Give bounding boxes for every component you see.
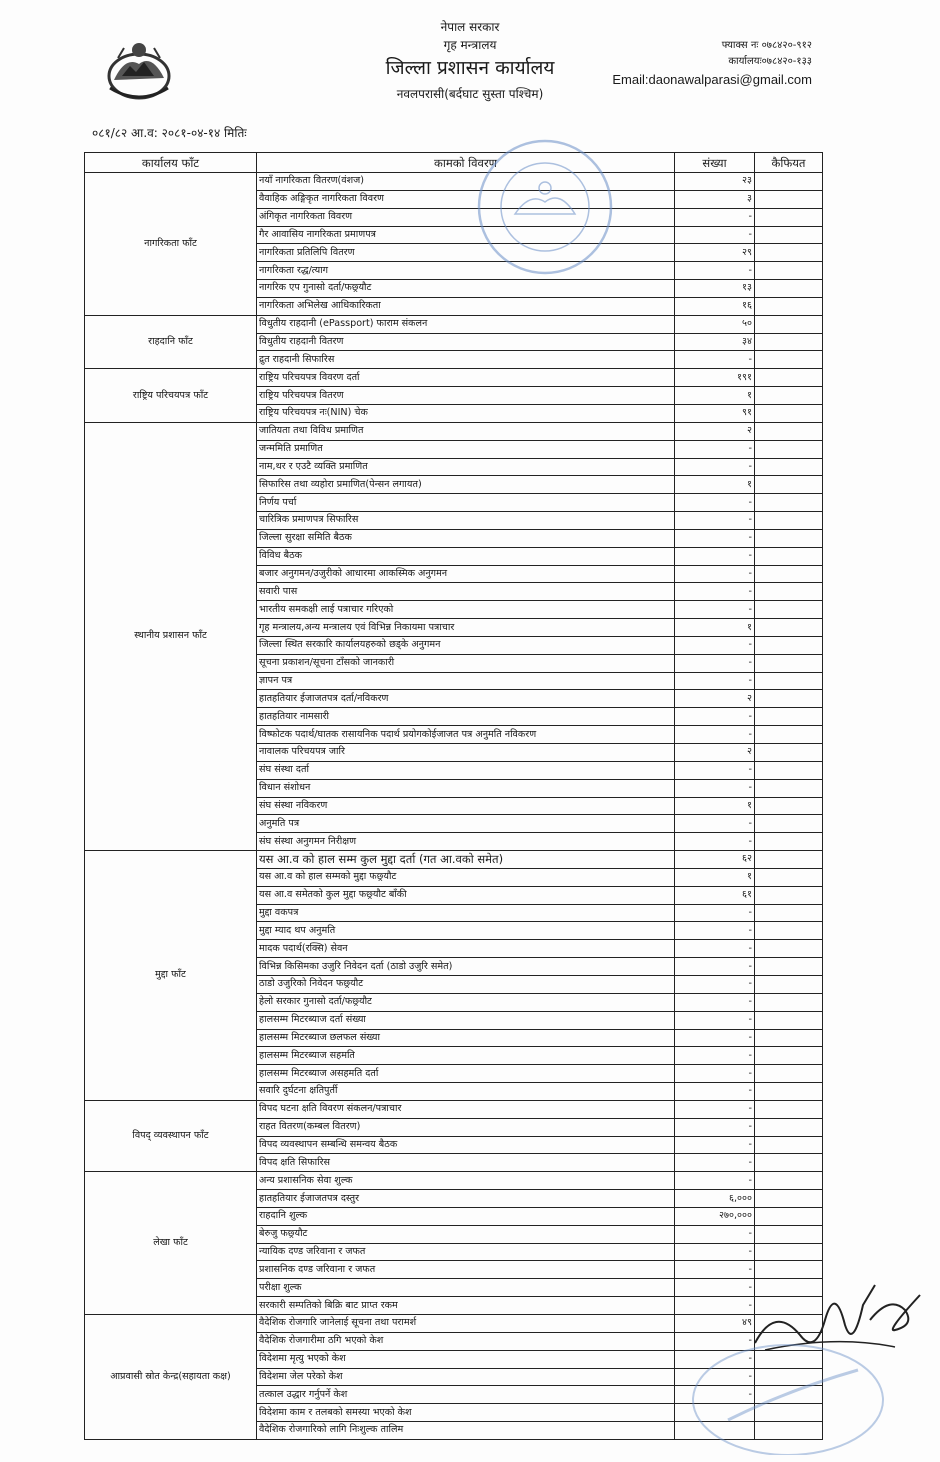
- count-cell: -: [675, 708, 755, 726]
- table-row: [85, 369, 823, 387]
- remarks-cell: [755, 672, 823, 690]
- table-body: [85, 173, 823, 1440]
- count-cell: -: [675, 1350, 755, 1368]
- count-cell: ६१: [675, 886, 755, 904]
- remarks-cell: [755, 851, 823, 869]
- description-cell: हालसम्म मिटरब्याज असहमति दर्ता: [257, 1065, 675, 1083]
- section-name-cell: स्थानीय प्रशासन फाँट: [85, 422, 257, 850]
- remarks-cell: [755, 1100, 823, 1118]
- description-cell: विधान संशोधन: [257, 779, 675, 797]
- description-cell: हातहतियार नामसारी: [257, 708, 675, 726]
- count-cell: -: [675, 1279, 755, 1297]
- description-cell: राष्ट्रिय परिचयपत्र विवरण दर्ता: [257, 369, 675, 387]
- remarks-cell: [755, 1207, 823, 1225]
- description-cell: विधुतीय राहदानी (ePassport) फाराम संकलन: [257, 315, 675, 333]
- description-cell: विधुतीय राहदानी वितरण: [257, 333, 675, 351]
- remarks-cell: [755, 1243, 823, 1261]
- remarks-cell: [755, 797, 823, 815]
- count-cell: -: [675, 833, 755, 851]
- count-cell: -: [675, 815, 755, 833]
- description-cell: सवारी पास: [257, 583, 675, 601]
- description-cell: विपद क्षति सिफारिस: [257, 1154, 675, 1172]
- remarks-cell: [755, 404, 823, 422]
- description-cell: अन्य प्रशासनिक सेवा शुल्क: [257, 1172, 675, 1190]
- ministry-name: गृह मन्त्रालय: [443, 38, 497, 52]
- count-cell: २: [675, 690, 755, 708]
- count-cell: -: [675, 583, 755, 601]
- work-summary-table: [84, 152, 823, 1440]
- received-stamp: [688, 1330, 888, 1455]
- count-cell: -: [675, 904, 755, 922]
- section-name-cell: लेखा फाँट: [85, 1172, 257, 1315]
- count-cell: -: [675, 1065, 755, 1083]
- remarks-cell: [755, 1047, 823, 1065]
- remarks-cell: [755, 565, 823, 583]
- remarks-cell: [755, 922, 823, 940]
- section-name-cell: राष्ट्रिय परिचयपत्र फाँट: [85, 369, 257, 423]
- remarks-cell: [755, 1118, 823, 1136]
- remarks-cell: [755, 440, 823, 458]
- remarks-cell: [755, 333, 823, 351]
- count-cell: -: [675, 940, 755, 958]
- column-header-section: कार्यालय फाँट: [85, 153, 257, 173]
- office-seal-stamp: [470, 132, 620, 282]
- remarks-cell: [755, 297, 823, 315]
- count-cell: -: [675, 1297, 755, 1315]
- remarks-cell: [755, 422, 823, 440]
- description-cell: अंगिकृत नागरिकता विवरण: [257, 208, 675, 226]
- remarks-cell: [755, 208, 823, 226]
- count-cell: -: [675, 726, 755, 744]
- description-cell: हालसम्म मिटरब्याज सहमति: [257, 1047, 675, 1065]
- remarks-cell: [755, 280, 823, 298]
- description-cell: हातहतियार ईजाजतपत्र दर्ता/नविकरण: [257, 690, 675, 708]
- column-header-count: संख्या: [675, 153, 755, 173]
- remarks-cell: [755, 173, 823, 191]
- description-cell: हालसम्म मिटरब्याज दर्ता संख्या: [257, 1011, 675, 1029]
- remarks-cell: [755, 458, 823, 476]
- count-cell: १: [675, 387, 755, 405]
- column-header-description: कामको विवरण: [257, 153, 675, 173]
- description-cell: सिफारिस तथा व्यहोरा प्रमाणित(पेन्सन लगायत): [257, 476, 675, 494]
- count-cell: -: [675, 1386, 755, 1404]
- description-cell: चारित्रिक प्रमाणपत्र सिफारिस: [257, 512, 675, 530]
- count-cell: -: [675, 975, 755, 993]
- section-name-cell: मुद्दा फाँट: [85, 851, 257, 1101]
- remarks-cell: [755, 833, 823, 851]
- district-name: नवलपरासी(बर्दघाट सुस्ता पश्चिम): [396, 87, 544, 101]
- description-cell: संघ संस्था दर्ता: [257, 761, 675, 779]
- description-cell: राष्ट्रिय परिचयपत्र नः(NIN) चेक: [257, 404, 675, 422]
- table-row: [85, 1172, 823, 1190]
- description-cell: विपद व्यवस्थापन सम्बन्धि समन्वय बैठक: [257, 1136, 675, 1154]
- description-cell: भारतीय समकक्षी लाई पत्राचार गरिएको: [257, 601, 675, 619]
- description-cell: सूचना प्रकाशन/सूचना टाँसको जानकारी: [257, 654, 675, 672]
- count-cell: २३: [675, 173, 755, 191]
- remarks-cell: [755, 761, 823, 779]
- remarks-cell: [755, 654, 823, 672]
- remarks-cell: [755, 494, 823, 512]
- remarks-cell: [755, 226, 823, 244]
- description-cell: राष्ट्रिय परिचयपत्र वितरण: [257, 387, 675, 405]
- count-cell: -: [675, 1154, 755, 1172]
- description-cell: विभिन्न किसिमका उजुरि निवेदन दर्ता (ठाडो उजुरि समेत): [257, 958, 675, 976]
- description-cell: नागरिक एप गुनासो दर्ता/फछ्र्यौट: [257, 280, 675, 298]
- remarks-cell: [755, 369, 823, 387]
- nepal-emblem-logo: [100, 36, 178, 104]
- office-phone: कार्यालयः०७८४२०-१३३: [728, 56, 812, 67]
- count-cell: -: [675, 601, 755, 619]
- remarks-cell: [755, 975, 823, 993]
- count-cell: -: [675, 440, 755, 458]
- count-cell: १३: [675, 280, 755, 298]
- description-cell: नावालक परिचयपत्र जारि: [257, 744, 675, 762]
- description-cell: तत्काल उद्धार गर्नुपर्ने केश: [257, 1386, 675, 1404]
- description-cell: ठाडो उजुरिको निवेदन फछ्र्यौट: [257, 975, 675, 993]
- count-cell: -: [675, 565, 755, 583]
- description-cell: विविध बैठक: [257, 547, 675, 565]
- count-cell: -: [675, 1118, 755, 1136]
- remarks-cell: [755, 262, 823, 280]
- description-cell: जातियता तथा विविध प्रमाणित: [257, 422, 675, 440]
- description-cell: संघ संस्था नविकरण: [257, 797, 675, 815]
- table-row: [85, 851, 823, 869]
- count-cell: २: [675, 744, 755, 762]
- column-header-remarks: कैफियत: [755, 153, 823, 173]
- count-cell: -: [675, 208, 755, 226]
- table-row: [85, 422, 823, 440]
- description-cell: गैर आवासिय नागरिकता प्रमाणपत्र: [257, 226, 675, 244]
- remarks-cell: [755, 583, 823, 601]
- count-cell: -: [675, 636, 755, 654]
- description-cell: हालसम्म मिटरब्याज छलफल संख्या: [257, 1029, 675, 1047]
- remarks-cell: [755, 387, 823, 405]
- count-cell: -: [675, 672, 755, 690]
- remarks-cell: [755, 1136, 823, 1154]
- count-cell: -: [675, 958, 755, 976]
- remarks-cell: [755, 726, 823, 744]
- count-cell: -: [675, 922, 755, 940]
- count-cell: -: [675, 1047, 755, 1065]
- description-cell: द्रुत राहदानी सिफारिस: [257, 351, 675, 369]
- description-cell: विदेशमा मृत्यु भएको केश: [257, 1350, 675, 1368]
- count-cell: ५०: [675, 315, 755, 333]
- count-cell: ६२: [675, 851, 755, 869]
- description-cell: अनुमति पत्र: [257, 815, 675, 833]
- description-cell: नाम,थर र एउटै व्यक्ति प्रमाणित: [257, 458, 675, 476]
- remarks-cell: [755, 636, 823, 654]
- description-cell: मुद्दा म्याद थप अनुमति: [257, 922, 675, 940]
- remarks-cell: [755, 690, 823, 708]
- count-cell: -: [675, 1136, 755, 1154]
- description-cell: ज्ञापन पत्र: [257, 672, 675, 690]
- email-address: Email:daonawalparasi@gmail.com: [612, 72, 812, 87]
- remarks-cell: [755, 1083, 823, 1101]
- count-cell: -: [675, 351, 755, 369]
- count-cell: ६,०००: [675, 1190, 755, 1208]
- count-cell: -: [675, 547, 755, 565]
- count-cell: ३४: [675, 333, 755, 351]
- description-cell: प्रशासनिक दण्ड जरिवाना र जफत: [257, 1261, 675, 1279]
- description-cell: संघ संस्था अनुगमन निरीक्षण: [257, 833, 675, 851]
- description-cell: नागरिकता रद्ध/त्याग: [257, 262, 675, 280]
- count-cell: -: [675, 1243, 755, 1261]
- remarks-cell: [755, 529, 823, 547]
- remarks-cell: [755, 512, 823, 530]
- description-cell: जन्ममिति प्रमाणित: [257, 440, 675, 458]
- remarks-cell: [755, 1172, 823, 1190]
- remarks-cell: [755, 1065, 823, 1083]
- description-cell: मुद्दा वकपत्र: [257, 904, 675, 922]
- remarks-cell: [755, 351, 823, 369]
- description-cell: हेलो सरकार गुनासो दर्ता/फछ्र्यौट: [257, 993, 675, 1011]
- remarks-cell: [755, 993, 823, 1011]
- count-cell: -: [675, 1261, 755, 1279]
- government-name: नेपाल सरकार: [440, 20, 500, 34]
- count-cell: १: [675, 619, 755, 637]
- count-cell: -: [675, 494, 755, 512]
- count-cell: -: [675, 262, 755, 280]
- section-name-cell: आप्रवासी स्रोत केन्द्र(सहायता कक्ष): [85, 1315, 257, 1440]
- count-cell: -: [675, 761, 755, 779]
- count-cell: ३: [675, 190, 755, 208]
- description-cell: परीक्षा शुल्क: [257, 1279, 675, 1297]
- count-cell: -: [675, 1368, 755, 1386]
- count-cell: २७०,०००: [675, 1207, 755, 1225]
- count-cell: -: [675, 1083, 755, 1101]
- remarks-cell: [755, 1011, 823, 1029]
- remarks-cell: [755, 958, 823, 976]
- count-cell: १९१: [675, 369, 755, 387]
- count-cell: ९१: [675, 404, 755, 422]
- description-cell: यस आ.व को हाल सम्म कुल मुद्दा दर्ता (गत आ.वको समेत): [257, 851, 675, 869]
- description-cell: हातहतियार ईजाजतपत्र दस्तुर: [257, 1190, 675, 1208]
- remarks-cell: [755, 868, 823, 886]
- count-cell: -: [675, 226, 755, 244]
- remarks-cell: [755, 601, 823, 619]
- remarks-cell: [755, 779, 823, 797]
- count-cell: १: [675, 797, 755, 815]
- description-cell: विदेशमा जेल परेको केश: [257, 1368, 675, 1386]
- section-name-cell: राहदानि फाँट: [85, 315, 257, 369]
- count-cell: -: [675, 529, 755, 547]
- remarks-cell: [755, 1225, 823, 1243]
- remarks-cell: [755, 619, 823, 637]
- remarks-cell: [755, 244, 823, 262]
- description-cell: गृह मन्त्रालय,अन्य मन्त्रालय एवं विभिन्न निकायमा पत्राचार: [257, 619, 675, 637]
- description-cell: राहदानि शुल्क: [257, 1207, 675, 1225]
- description-cell: जिल्ला सुरक्षा समिति बैठक: [257, 529, 675, 547]
- description-cell: वैवाहिक अङ्गिकृत नागरिकता विवरण: [257, 190, 675, 208]
- office-name: जिल्ला प्रशासन कार्यालय: [385, 57, 555, 79]
- count-cell: १: [675, 476, 755, 494]
- description-cell: मादक पदार्थ(रक्सि) सेवन: [257, 940, 675, 958]
- count-cell: २: [675, 422, 755, 440]
- table-header-row: [85, 153, 823, 173]
- description-cell: विष्फोटक पदार्थ/घातक रासायनिक पदार्थ प्रयोगकोईजाजत पत्र अनुमति नविकरण: [257, 726, 675, 744]
- description-cell: वैदेशिक रोजगारि जानेलाई सूचना तथा परामर्श: [257, 1315, 675, 1333]
- remarks-cell: [755, 315, 823, 333]
- description-cell: बजार अनुगमन/उजुरीको आधारमा आकस्मिक अनुगमन: [257, 565, 675, 583]
- remarks-cell: [755, 940, 823, 958]
- description-cell: सवारि दुर्घटना क्षतिपुर्ती: [257, 1083, 675, 1101]
- description-cell: सरकारी सम्पतिको बिक्रि बाट प्राप्त रकम: [257, 1297, 675, 1315]
- count-cell: -: [675, 458, 755, 476]
- count-cell: -: [675, 1011, 755, 1029]
- count-cell: ४९: [675, 1315, 755, 1333]
- description-cell: राहत वितरण(कम्बल वितरण): [257, 1118, 675, 1136]
- description-cell: यस आ.व समेतको कुल मुद्दा फछ्र्यौट बाँकी: [257, 886, 675, 904]
- count-cell: १६: [675, 297, 755, 315]
- description-cell: नागरिकता अभिलेख आधिकारिकता: [257, 297, 675, 315]
- remarks-cell: [755, 190, 823, 208]
- description-cell: विपद घटना क्षति विवरण संकलन/पत्राचार: [257, 1100, 675, 1118]
- description-cell: न्यायिक दण्ड जरिवाना र जफत: [257, 1243, 675, 1261]
- description-cell: विदेशमा काम र तलबको समस्या भएको केश: [257, 1404, 675, 1422]
- count-cell: -: [675, 1029, 755, 1047]
- count-cell: -: [675, 1172, 755, 1190]
- table-row: [85, 173, 823, 191]
- fiscal-year-date-line: ०८१/८२ आ.व: २०८१-०४-१४ मितिः: [92, 126, 247, 140]
- count-cell: -: [675, 779, 755, 797]
- description-cell: निर्णय पर्चा: [257, 494, 675, 512]
- count-cell: २९: [675, 244, 755, 262]
- count-cell: -: [675, 1100, 755, 1118]
- count-cell: -: [675, 1332, 755, 1350]
- count-cell: -: [675, 993, 755, 1011]
- remarks-cell: [755, 1190, 823, 1208]
- remarks-cell: [755, 1154, 823, 1172]
- description-cell: बेरुजु फछ्र्यौट: [257, 1225, 675, 1243]
- contact-block: [612, 38, 812, 90]
- remarks-cell: [755, 904, 823, 922]
- description-cell: नयाँ नागरिकता वितरण(वंशज): [257, 173, 675, 191]
- count-cell: -: [675, 512, 755, 530]
- count-cell: -: [675, 1225, 755, 1243]
- remarks-cell: [755, 815, 823, 833]
- table-row: [85, 1100, 823, 1118]
- table-row: [85, 315, 823, 333]
- section-name-cell: नागरिकता फाँट: [85, 173, 257, 316]
- remarks-cell: [755, 1029, 823, 1047]
- remarks-cell: [755, 744, 823, 762]
- remarks-cell: [755, 547, 823, 565]
- description-cell: यस आ.व को हाल सम्मको मुद्दा फछ्र्यौट: [257, 868, 675, 886]
- remarks-cell: [755, 886, 823, 904]
- fax-number: फ्याक्स नः ०७८४२०-९१२: [721, 40, 812, 51]
- letterhead: [290, 18, 650, 106]
- count-cell: -: [675, 654, 755, 672]
- description-cell: नागरिकता प्रतिलिपि वितरण: [257, 244, 675, 262]
- remarks-cell: [755, 476, 823, 494]
- count-cell: १: [675, 868, 755, 886]
- description-cell: वैदेशिक रोजगारीमा ठगि भएको केश: [257, 1332, 675, 1350]
- description-cell: जिल्ला स्थित सरकारि कार्यालयहरुको छड्के अनुगमन: [257, 636, 675, 654]
- description-cell: वैदेशिक रोजगारिको लागि निःशुल्क तालिम: [257, 1422, 675, 1440]
- remarks-cell: [755, 708, 823, 726]
- section-name-cell: विपद् व्यवस्थापन फाँट: [85, 1100, 257, 1171]
